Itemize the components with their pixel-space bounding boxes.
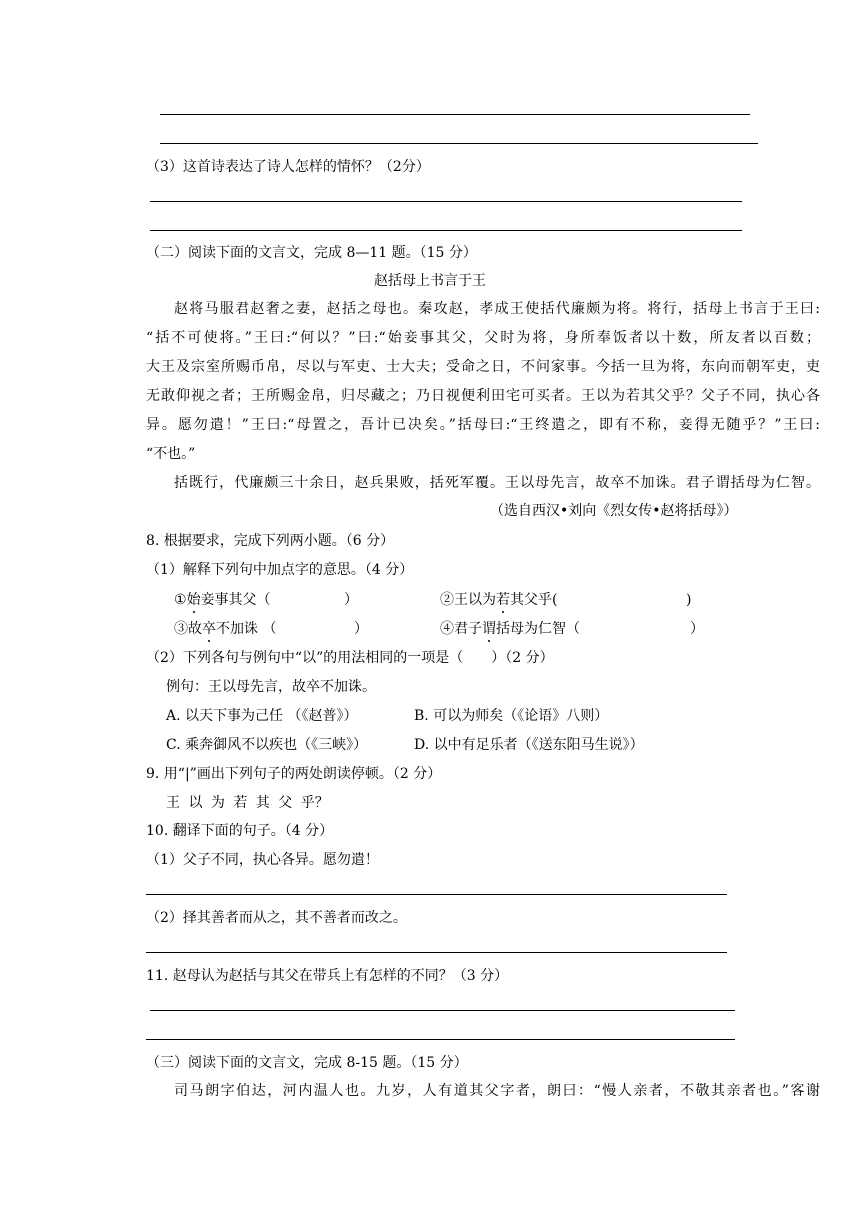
answer-line[interactable] — [150, 1010, 735, 1011]
passage-title: 赵括母上书言于王 — [374, 273, 486, 289]
question-8-heading: 8. 根据要求，完成下列两小题。（6 分） — [146, 533, 395, 549]
vocab-item — [174, 590, 271, 610]
option-b: B. 可以为师矣（《论语》八则） — [414, 708, 609, 724]
answer-line[interactable] — [146, 894, 727, 895]
passage-line: 司马朗字伯达，河内温人也。九岁，人有道其父字者，朗曰：“慢人亲者，不敬其亲者也。”客谢 — [174, 1083, 820, 1099]
dotted-char: 始 — [186, 592, 201, 608]
question-8-sub1: （1）解释下列句中加点字的意思。（4 分） — [146, 562, 414, 578]
vocab-close: ） — [690, 621, 704, 637]
pause-sentence: 王 以 为 若 其 父 乎？ — [166, 795, 329, 811]
passage-line: 赵将马服君赵奢之妻，赵括之母也。秦攻赵，孝成王使括代廉颇为将。将行，括母上书言于王曰: — [174, 301, 820, 317]
passage-line: 异。愿勿遣！”王曰:“母置之，吾计已决矣。”括母曰:“王终遣之，即有不称，妾得无随乎？”王曰: — [146, 417, 820, 433]
answer-line[interactable] — [150, 201, 742, 202]
passage-line: “不也。” — [146, 446, 196, 462]
vocab-prefix: ④君子 — [440, 621, 482, 637]
vocab-suffix: 括母为仁智（ — [496, 621, 580, 637]
passage-line: 括既行，代廉颇三十余日，赵兵果败，括死军覆。王以母先言，故卒不加诛。君子谓括母为仁智。 — [174, 475, 820, 491]
option-a: A. 以天下事为己任 （《赵普》） — [166, 708, 358, 724]
passage-line: “括不可使将。”王曰:“何以？”曰:“始妾事其父，父时为将，身所奉饭者以十数，所友者以百数； — [146, 330, 820, 346]
vocab-prefix: ②王以为 — [440, 592, 496, 608]
vocab-prefix: ① — [174, 592, 187, 608]
vocab-suffix: 其父乎( — [510, 592, 558, 608]
vocab-item — [440, 590, 557, 610]
question-10-heading: 10. 翻译下面的句子。（4 分） — [146, 823, 334, 839]
dotted-char: 卒 — [202, 621, 216, 637]
vocab-suffix: 妾事其父（ — [200, 592, 271, 608]
section-3-intro: （三）阅读下面的文言文，完成 8-15 题。（15 分） — [146, 1055, 468, 1071]
question-8-sub2: （2）下列各句与例句中“以”的用法相同的一项是（ ）（2 分） — [146, 650, 554, 666]
answer-line[interactable] — [160, 114, 750, 115]
translate-sentence-1: （1）父子不同，执心各异。愿勿遣！ — [146, 852, 379, 868]
option-c: C. 乘奔御风不以疾也（《三峡》） — [166, 737, 368, 753]
answer-line[interactable] — [150, 230, 742, 231]
vocab-close: ） — [354, 621, 368, 637]
question-3: （3）这首诗表达了诗人怎样的情怀？（2分） — [146, 159, 430, 175]
option-d: D. 以中有足乐者（《送东阳马生说》） — [414, 737, 644, 753]
vocab-prefix: ③故 — [174, 621, 202, 637]
vocab-item — [174, 619, 276, 639]
passage-line: 无敢仰视之者；王所赐金帛，归尽藏之；乃日视便利田宅可买者。王以为若其父乎？父子不同，执心各 — [146, 388, 820, 404]
translate-sentence-2: （2）择其善者而从之，其不善者而改之。 — [146, 910, 407, 926]
dotted-char: 若 — [496, 592, 510, 608]
example-sentence: 例句：王以母先言，故卒不加诛。 — [166, 679, 376, 695]
answer-line[interactable] — [160, 143, 758, 144]
question-11-heading: 11. 赵母认为赵括与其父在带兵上有怎样的不同？（3 分） — [146, 968, 509, 984]
question-9-heading: 9. 用“|”画出下列句子的两处朗读停顿。（2 分） — [146, 766, 442, 782]
dotted-char: 谓 — [482, 621, 496, 637]
vocab-close: ) — [686, 592, 692, 608]
passage-line: 大王及宗室所赐币帛，尽以与军吏、士大夫；受命之日，不问家事。今括一旦为将，东向而朝军吏，吏 — [146, 359, 820, 375]
passage-source: （选自西汉•刘向《烈女传•赵将括母》） — [490, 503, 738, 519]
vocab-close: ） — [344, 592, 358, 608]
section-2-intro: （二）阅读下面的文言文，完成 8—11 题。（15 分） — [146, 245, 477, 261]
vocab-item — [440, 619, 580, 639]
vocab-suffix: 不加诛 （ — [216, 621, 277, 637]
answer-line[interactable] — [146, 1039, 735, 1040]
answer-line[interactable] — [146, 952, 727, 953]
